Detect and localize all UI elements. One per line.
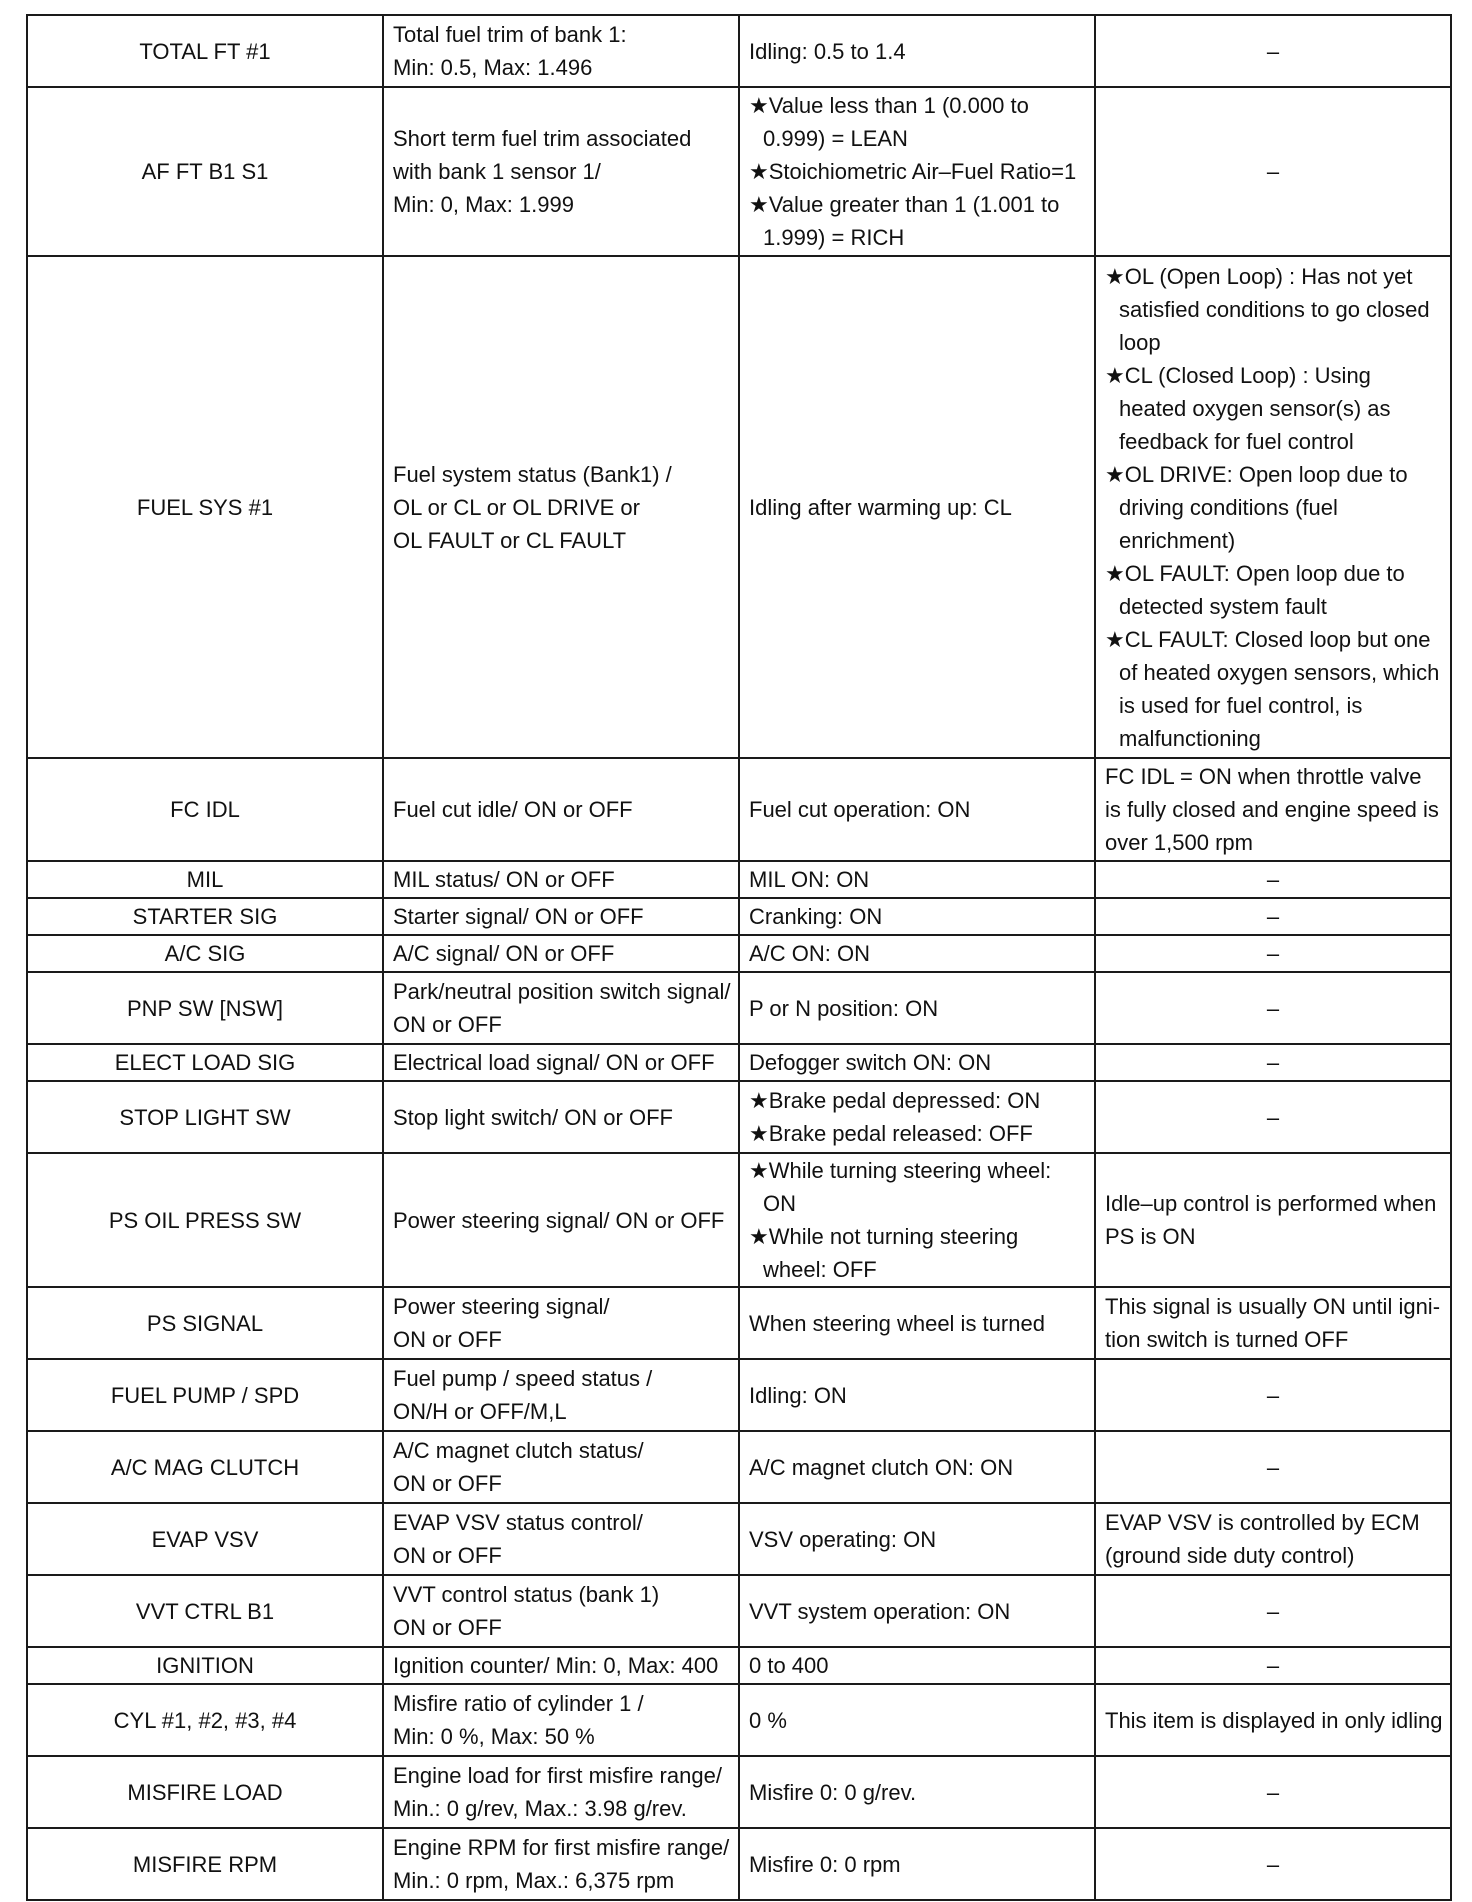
text-line: Defogger switch ON: ON [749, 1050, 992, 1075]
text-line: Min: 0, Max: 1.999 [393, 192, 574, 217]
text-line: OL or CL or OL DRIVE or [393, 494, 640, 520]
text-line: This item is displayed in only idling [1105, 1707, 1443, 1733]
table-row [27, 861, 1451, 898]
text-line: VSV operating: ON [749, 1526, 937, 1552]
text-line: over 1,500 rpm [1105, 830, 1253, 855]
text-line: (ground side duty control) [1105, 1543, 1355, 1568]
item-cell: IGNITION [27, 1647, 383, 1684]
remarks-cell: – [1095, 898, 1451, 935]
table-row [27, 1647, 1451, 1684]
item-cell: MISFIRE LOAD [27, 1756, 383, 1828]
text-line: Min.: 0 g/rev, Max.: 3.98 g/rev. [393, 1796, 687, 1821]
condition-cell [739, 1287, 1095, 1359]
text-line: VVT control status (bank 1) [393, 1582, 660, 1607]
text-line: Park/neutral position switch signal/ [393, 979, 731, 1004]
condition-cell [739, 935, 1095, 972]
measurement-cell [383, 861, 739, 898]
measurement-cell [383, 1828, 739, 1900]
condition-cell [739, 1828, 1095, 1900]
remarks-cell [1095, 1287, 1451, 1359]
condition-cell [739, 15, 1095, 87]
condition-cell [739, 256, 1095, 758]
text-line: ON or OFF [393, 1471, 502, 1496]
condition-cell [739, 1756, 1095, 1828]
text-line: Ignition counter/ Min: 0, Max: 400 [393, 1653, 719, 1678]
table-row [27, 1287, 1451, 1359]
text-line: EVAP VSV is controlled by ECM [1105, 1510, 1420, 1535]
condition-cell [739, 1431, 1095, 1503]
condition-cell [739, 1044, 1095, 1081]
text-line: Min: 0 %, Max: 50 % [393, 1724, 595, 1749]
table-row [27, 1828, 1451, 1900]
item-cell: PS SIGNAL [27, 1287, 383, 1359]
text-line: tion switch is turned OFF [1105, 1327, 1349, 1352]
table-row [27, 1359, 1451, 1431]
measurement-cell [383, 1647, 739, 1684]
remarks-cell: – [1095, 935, 1451, 972]
table-row [27, 256, 1451, 758]
text-line: Idle–up control is performed when [1105, 1191, 1437, 1216]
remarks-cell: – [1095, 1575, 1451, 1647]
text-line: MIL status/ ON or OFF [393, 867, 615, 892]
text-line: Misfire 0: 0 rpm [749, 1851, 901, 1877]
measurement-cell [383, 1431, 739, 1503]
data-list-table [26, 14, 1452, 1901]
text-line: P or N position: ON [749, 995, 939, 1021]
remarks-cell: – [1095, 1828, 1451, 1900]
text-line: Electrical load signal/ ON or OFF [393, 1050, 715, 1075]
item-cell: AF FT B1 S1 [27, 87, 383, 256]
text-line: Misfire 0: 0 g/rev. [749, 1779, 917, 1805]
item-cell: MISFIRE RPM [27, 1828, 383, 1900]
item-cell: PS OIL PRESS SW [27, 1153, 383, 1287]
text-line: 0 % [749, 1707, 787, 1733]
remarks-cell: – [1095, 15, 1451, 87]
bullet-line: ★While not turning steering wheel: OFF [749, 1224, 1019, 1282]
table-row [27, 1756, 1451, 1828]
text-line: EVAP VSV status control/ [393, 1510, 643, 1535]
table-row [27, 972, 1451, 1044]
text-line: A/C magnet clutch ON: ON [749, 1454, 1014, 1480]
item-cell: FUEL SYS #1 [27, 256, 383, 758]
item-cell: TOTAL FT #1 [27, 15, 383, 87]
text-line: OL FAULT or CL FAULT [393, 527, 627, 553]
text-line: This signal is usually ON until igni- [1105, 1294, 1441, 1319]
measurement-cell [383, 1756, 739, 1828]
item-cell: FC IDL [27, 758, 383, 861]
bullet-line: ★Value less than 1 (0.000 to 0.999) = LEAN [749, 93, 1029, 151]
condition-cell [739, 758, 1095, 861]
item-cell: ELECT LOAD SIG [27, 1044, 383, 1081]
text-line: MIL ON: ON [749, 867, 870, 892]
remarks-cell: – [1095, 972, 1451, 1044]
measurement-cell [383, 972, 739, 1044]
text-line: Engine load for first misfire range/ [393, 1763, 722, 1788]
item-cell: STARTER SIG [27, 898, 383, 935]
bullet-line: ★OL FAULT: Open loop due to detected system fault [1105, 560, 1405, 619]
text-line: Short term fuel trim associated [393, 126, 692, 151]
table-row [27, 758, 1451, 861]
item-cell: PNP SW [NSW] [27, 972, 383, 1044]
text-line: VVT system operation: ON [749, 1598, 1011, 1624]
table-row [27, 1153, 1451, 1287]
condition-cell [739, 972, 1095, 1044]
text-line: with bank 1 sensor 1/ [393, 159, 601, 184]
text-line: ON or OFF [393, 1012, 502, 1037]
text-line: When steering wheel is turned [749, 1310, 1045, 1336]
bullet-line: ★OL (Open Loop) : Has not yet satisfied conditions to go closed loop [1105, 263, 1430, 355]
table-row [27, 15, 1451, 87]
condition-cell [739, 87, 1095, 256]
text-line: FC IDL = ON when throttle valve [1105, 764, 1422, 789]
text-line: PS is ON [1105, 1224, 1196, 1249]
measurement-cell [383, 1081, 739, 1153]
remarks-cell: – [1095, 1647, 1451, 1684]
text-line: A/C magnet clutch status/ [393, 1438, 644, 1463]
remarks-cell [1095, 758, 1451, 861]
condition-cell [739, 1153, 1095, 1287]
remarks-cell: – [1095, 87, 1451, 256]
text-line: Power steering signal/ [393, 1294, 610, 1319]
bullet-line: ★Value greater than 1 (1.001 to 1.999) = RICH [749, 192, 1060, 250]
item-cell: CYL #1, #2, #3, #4 [27, 1684, 383, 1756]
item-cell: FUEL PUMP / SPD [27, 1359, 383, 1431]
measurement-cell [383, 1044, 739, 1081]
condition-cell [739, 861, 1095, 898]
text-line: Min.: 0 rpm, Max.: 6,375 rpm [393, 1868, 675, 1893]
item-cell: EVAP VSV [27, 1503, 383, 1575]
text-line: Fuel system status (Bank1) / [393, 461, 672, 487]
condition-cell [739, 1575, 1095, 1647]
remarks-cell: – [1095, 1431, 1451, 1503]
remarks-cell: – [1095, 1756, 1451, 1828]
measurement-cell [383, 1684, 739, 1756]
measurement-cell [383, 898, 739, 935]
table-row [27, 1081, 1451, 1153]
condition-cell [739, 898, 1095, 935]
table-body [27, 15, 1451, 1900]
bullet-line: ★While turning steering wheel: ON [749, 1158, 1052, 1216]
measurement-cell [383, 1287, 739, 1359]
text-line: Idling: 0.5 to 1.4 [749, 38, 906, 64]
text-line: Misfire ratio of cylinder 1 / [393, 1691, 644, 1716]
text-line: A/C signal/ ON or OFF [393, 941, 615, 966]
item-cell: VVT CTRL B1 [27, 1575, 383, 1647]
text-line: Total fuel trim of bank 1: [393, 22, 627, 47]
text-line: Stop light switch/ ON or OFF [393, 1104, 673, 1130]
remarks-cell [1095, 1503, 1451, 1575]
remarks-cell: – [1095, 861, 1451, 898]
text-line: Idling after warming up: CL [749, 494, 1012, 520]
text-line: ON or OFF [393, 1543, 502, 1568]
text-line: 0 to 400 [749, 1653, 829, 1678]
condition-cell [739, 1081, 1095, 1153]
item-cell: STOP LIGHT SW [27, 1081, 383, 1153]
bullet-line: ★Stoichiometric Air–Fuel Ratio=1 [749, 159, 1077, 184]
text-line: is fully closed and engine speed is [1105, 797, 1439, 822]
text-line: Starter signal/ ON or OFF [393, 904, 644, 929]
table-row [27, 898, 1451, 935]
remarks-cell: – [1095, 1044, 1451, 1081]
text-line: Cranking: ON [749, 904, 883, 929]
text-line: Engine RPM for first misfire range/ [393, 1835, 730, 1860]
table-row [27, 1575, 1451, 1647]
measurement-cell [383, 1575, 739, 1647]
condition-cell [739, 1647, 1095, 1684]
text-line: Idling: ON [749, 1382, 847, 1408]
item-cell: A/C MAG CLUTCH [27, 1431, 383, 1503]
text-line: Fuel cut idle/ ON or OFF [393, 797, 633, 822]
table-row [27, 1044, 1451, 1081]
bullet-line: ★Brake pedal released: OFF [749, 1121, 1033, 1146]
table-row [27, 1503, 1451, 1575]
table-row [27, 87, 1451, 256]
table-row [27, 1684, 1451, 1756]
item-cell: MIL [27, 861, 383, 898]
text-line: ON/H or OFF/M,L [393, 1399, 567, 1424]
measurement-cell [383, 87, 739, 256]
measurement-cell [383, 15, 739, 87]
text-line: ON or OFF [393, 1615, 502, 1640]
measurement-cell [383, 935, 739, 972]
table-row [27, 935, 1451, 972]
condition-cell [739, 1684, 1095, 1756]
bullet-line: ★OL DRIVE: Open loop due to driving conditions (fuel enrichment) [1105, 461, 1408, 553]
bullet-line: ★CL (Closed Loop) : Using heated oxygen sensor(s) as feedback for fuel control [1105, 362, 1391, 454]
measurement-cell [383, 1153, 739, 1287]
table-row [27, 1431, 1451, 1503]
condition-cell [739, 1503, 1095, 1575]
text-line: Fuel cut operation: ON [749, 797, 971, 822]
remarks-cell: – [1095, 1359, 1451, 1431]
text-line: ON or OFF [393, 1327, 502, 1352]
text-line: Fuel pump / speed status / [393, 1366, 653, 1391]
remarks-cell [1095, 256, 1451, 758]
text-line: Min: 0.5, Max: 1.496 [393, 55, 593, 80]
measurement-cell [383, 758, 739, 861]
remarks-cell: – [1095, 1081, 1451, 1153]
remarks-cell [1095, 1153, 1451, 1287]
bullet-line: ★CL FAULT: Closed loop but one of heated oxygen sensors, which is used for fuel control, is malfunctioning [1105, 626, 1440, 751]
text-line: A/C ON: ON [749, 941, 871, 966]
measurement-cell [383, 256, 739, 758]
bullet-line: ★Brake pedal depressed: ON [749, 1088, 1041, 1113]
condition-cell [739, 1359, 1095, 1431]
measurement-cell [383, 1359, 739, 1431]
item-cell: A/C SIG [27, 935, 383, 972]
remarks-cell [1095, 1684, 1451, 1756]
measurement-cell [383, 1503, 739, 1575]
text-line: Power steering signal/ ON or OFF [393, 1207, 725, 1233]
